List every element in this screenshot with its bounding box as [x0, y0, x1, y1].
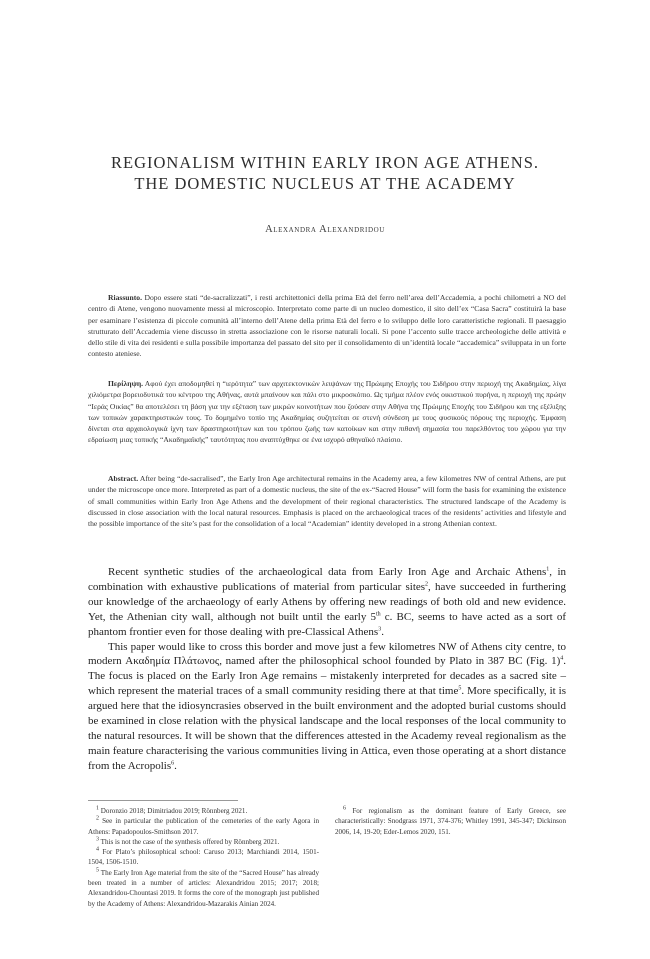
paragraph-2-part: This paper would like to cross this border and move just a few kilometres NW of Athens city centre, to modern Ακαδημία Πλάτωνος, named after the philosophical school founded by Plato in 387 BC (Fig. 1) [88, 640, 566, 668]
paragraph-1-part: , in combination with exhaustive publications of material from particular sites [88, 566, 566, 593]
ordinal-suffix: th [375, 611, 381, 618]
abstract-italian-label: Riassunto. [108, 293, 142, 302]
abstract-english-label: Abstract. [108, 474, 139, 483]
footnote-ref[interactable]: 5 [458, 685, 462, 692]
footnote-number: 3 [96, 836, 99, 843]
footnote-text: See in particular the publication of the cemeteries of the early Agora in Athens: Papadopoulos-Smithson 2017. [88, 817, 319, 836]
footnote-text: For regionalism as the dominant feature of Early Greece, see characteristically: Snodgrass 1971, 374-376; Whitley 1991, 345-347; Dickinson 2006, 14, 19-20; Eder-Lemos 2020, 151. [335, 807, 566, 836]
footnote-text: Doronzio 2018; Dimitriadou 2019; Rönnberg 2021. [99, 807, 248, 815]
footnotes-left-column [88, 806, 319, 909]
footnote-4 [88, 847, 319, 868]
footnote-ref[interactable]: 2 [425, 581, 429, 588]
abstract-greek [88, 378, 566, 446]
paragraph-2-part: . More specifically, it is argued here that the idiosyncrasies observed in the built environment and the adopted burial customs should be examined in close relation with the physical landscape and the local responses of the local community to the natural resources. It will be shown that the differences attested in the Academy reveal regionalism as the main feature characterising the various communities living in Attica, even those operating at a short distance from the Acropolis [88, 685, 567, 772]
abstract-italian [88, 292, 566, 360]
footnote-number: 4 [96, 846, 99, 853]
main-text [88, 565, 566, 774]
author-name: Alexandra Alexandridou [265, 224, 385, 235]
abstract-greek-text: Αφού έχει αποδομηθεί η “ιερότητα” των αρχιτεκτονικών λειψάνων της Πρώιμης Εποχής του Σιδήρου στην περιοχή της Ακαδημίας, λίγα χιλιόμετρα βορειοδυτικά του κέντρου της Αθήνας, αυτά μπαίνουν και πάλι στο μικροσκόπιο. Ως τμήμα πλέον ενός οικιστικού πυρήνα, η περιοχή της πρώην “Ιεράς Οικίας” θα αποτελέσει τη βάση για την εξέταση των μικρών κοινοτήτων που ζούσαν στην Αθήνα της Πρώιμης Εποχής του Σιδήρου και της εξέλιξης των τοπικών χαρακτηριστικών τους. Το δομημένο τοπίο της Ακαδημίας συζητείται σε στενή σύνδεση με τους φυσικούς πόρους της περιοχής. Έμφαση δίνεται στα αρχαιολογικά ίχνη των δραστηριοτήτων και του τρόπου ζωής των κατοίκων και στην πιθανή σημασία του παρελθόντος του χώρου για την εδραίωση μιας τοπικής “Ακαδημαϊκής” ταυτότητας που αναπτύχθηκε σε ένα ισχυρό αθηναϊκό πλαίσιο. [88, 379, 566, 445]
abstract-italian-text: Dopo essere stati “de-sacralizzati”, i resti architettonici della prima Età del ferro nell’area dell’Accademia, a pochi chilometri a NO del centro di Atene, vengono nuovamente messi al microscopio. Interpretato come parte di un nucleo domestico, il sito dell’ex “Casa Sacra” costituirà la base per esaminare l’esistenza di piccole comunità all’interno dell’Atene della prima Età del ferro e lo sviluppo delle loro caratteristiche regionali. Il paesaggio strutturato dell’Accademia viene discusso in stretta associazione con le risorse naturali locali. Si pone l’accento sulle tracce archeologiche delle attività e dello stile di vita dei residenti e sulla possibile importanza del passato del sito per il consolidamento di un’identità locale “accademica” sviluppata in un forte contesto ateniese. [88, 293, 566, 359]
paragraph-2-part: . [174, 759, 177, 772]
footnote-6 [335, 806, 566, 837]
footnote-number: 5 [96, 867, 99, 874]
abstract-english [88, 473, 566, 529]
paragraph-1-part: Recent synthetic studies of the archaeological data from Early Iron Age and Archaic Athens [108, 566, 547, 578]
footnote-text: This is not the case of the synthesis offered by Rönnberg 2021. [99, 837, 280, 846]
footnote-ref[interactable]: 3 [378, 625, 382, 632]
paragraph-2-part: . The focus is placed on the Early Iron Age remains – mistakenly interpreted for decades as a sacred site – which represent the material traces of a small community residing there at that time [88, 655, 566, 698]
footnote-text: The Early Iron Age material from the site of the “Sacred House” has already been treated in a number of articles: Alexandridou 2015; 2017; 2018; Alexandridou-Chountasi 2019. It forms the core of the monograph just published by the Academy of Athens: Alexandridou-Mazarakis Ainian 2024. [88, 868, 319, 908]
footnote-number: 1 [96, 805, 99, 812]
footnote-5 [88, 868, 319, 909]
article-title [40, 152, 610, 194]
footnote-3 [88, 837, 319, 847]
paragraph-2 [88, 640, 566, 774]
paragraph-1 [88, 565, 566, 640]
title-line-2: THE DOMESTIC NUCLEUS AT THE ACADEMY [134, 174, 516, 193]
abstract-greek-label: Περίληψη. [108, 379, 144, 388]
footnotes-right-column [335, 806, 566, 837]
paragraph-1-part: . [381, 625, 384, 638]
footnote-number: 6 [343, 805, 346, 812]
footnote-1 [88, 806, 319, 816]
footnote-divider [88, 800, 238, 801]
footnote-ref[interactable]: 1 [546, 566, 550, 573]
footnote-ref[interactable]: 6 [171, 760, 175, 767]
footnote-number: 2 [96, 815, 99, 822]
footnote-2 [88, 816, 319, 837]
title-line-1: REGIONALISM WITHIN EARLY IRON AGE ATHENS. [111, 153, 539, 172]
paragraph-1-part: c. BC, seems to have acted as a sort of phantom frontier even for those dealing with pre-Classical Athens [88, 610, 567, 638]
paragraph-1-part: , have succeeded in furthering our knowledge of the archaeology of early Athens by offering new readings of both old and new evidence. Yet, the Athenian city wall, although not built until the early 5 [88, 580, 566, 623]
abstract-english-text: After being “de-sacralised”, the Early Iron Age architectural remains in the Academy area, a few kilometres NW of central Athens, are put under the microscope once more. Interpreted as part of a domestic nucleus, the site of the ex-“Sacred House” will form the basis for examining the existence of small communities within Early Iron Age Athens and the development of their regional characteristics. The structured landscape of the Academy is discussed in close association with the local natural resources. Emphasis is placed on the archaeological traces of the residents’ activities and lifestyle and the possible importance of the site’s past for the consolidation of a local “Academian” identity developed in a strong Athenian context. [88, 474, 566, 529]
footnote-text: For Plato’s philosophical school: Caruso 2013; Marchiandi 2014, 1501-1504, 1506-1510. [88, 848, 319, 867]
footnote-ref[interactable]: 4 [560, 655, 564, 662]
